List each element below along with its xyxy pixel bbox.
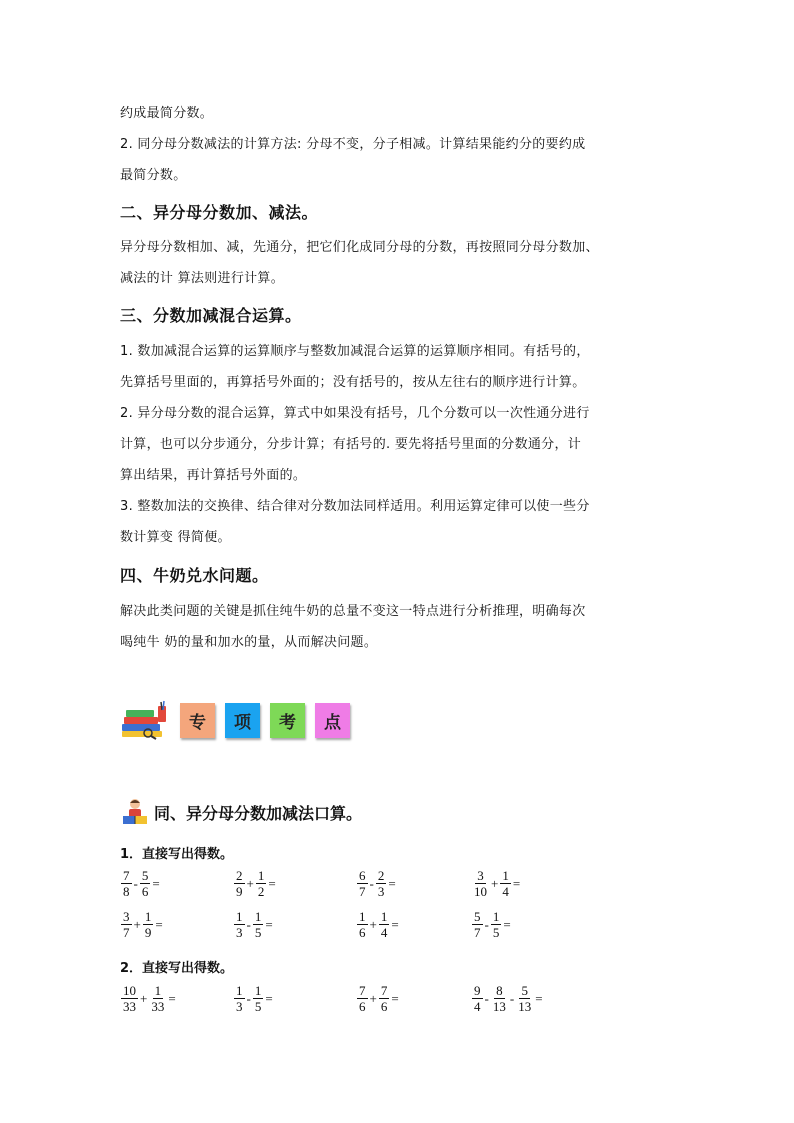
fraction — [234, 984, 245, 1013]
numerator: 1 — [502, 868, 509, 883]
student-reading-icon — [120, 797, 150, 827]
heading-section-3: 三、分数加减混合运算。 — [120, 306, 302, 325]
numerator: 5 — [474, 909, 481, 924]
heading-section-2: 二、异分母分数加、减法。 — [120, 203, 319, 222]
equals-sign: = — [268, 875, 276, 891]
text-line: 喝纯牛 奶的量和加水的量，从而解决问题。 — [120, 635, 378, 650]
text-line: 算出结果，再计算括号外面的。 — [120, 468, 307, 483]
section-4-paragraph — [120, 596, 680, 658]
equals-sign: = — [535, 990, 543, 1006]
text-line: 数计算变 得简便。 — [120, 530, 231, 545]
books-icon — [120, 700, 170, 740]
fraction-expression — [233, 984, 274, 1013]
denominator: 6 — [141, 884, 149, 899]
fraction — [500, 869, 511, 898]
section-3-paragraph — [120, 336, 680, 553]
equals-sign: = — [265, 916, 273, 932]
question-1-label: 1．直接写出得数。 — [120, 847, 234, 862]
denominator: 33 — [123, 999, 136, 1014]
fraction — [357, 910, 368, 939]
text-line: 约成最简分数。 — [120, 106, 214, 121]
text-line: 先算括号里面的，再算括号外面的；没有括号的，按从左往右的顺序进行计算。 — [120, 375, 586, 390]
operator: - — [509, 990, 515, 1006]
denominator: 7 — [474, 925, 481, 940]
denominator: 9 — [144, 925, 152, 940]
section-2-paragraph — [120, 232, 680, 294]
equals-sign: = — [391, 916, 399, 932]
fraction-expression — [471, 910, 512, 939]
numerator: 5 — [141, 868, 149, 883]
numerator: 2 — [236, 868, 243, 883]
tile-kao: 考 — [270, 703, 305, 738]
fraction — [143, 910, 154, 939]
operator: - — [369, 875, 374, 891]
fraction — [253, 984, 264, 1013]
numerator: 3 — [123, 909, 130, 924]
numerator: 7 — [380, 983, 388, 998]
numerator: 6 — [359, 868, 366, 883]
fraction-expression — [120, 869, 161, 898]
operator: - — [246, 916, 251, 932]
denominator: 4 — [502, 884, 509, 899]
fraction — [234, 910, 245, 939]
text-line: 异分母分数相加、减，先通分，把它们化成同分母的分数，再按照同分母分数加、 — [120, 240, 599, 255]
text-line: 3. 整数加法的交换律、结合律对分数加法同样适用。利用运算定律可以使一些分 — [120, 499, 590, 514]
fraction — [379, 910, 390, 939]
fraction — [256, 869, 267, 898]
denominator: 3 — [236, 999, 243, 1014]
equals-sign: = — [152, 875, 160, 891]
tile-dian: 点 — [315, 703, 350, 738]
tile-zhuan: 专 — [180, 703, 215, 738]
fraction — [234, 869, 245, 898]
denominator: 6 — [359, 925, 366, 940]
denominator: 6 — [359, 999, 366, 1014]
text-line: 2. 异分母分数的混合运算，算式中如果没有括号，几个分数可以一次性通分进行 — [120, 406, 590, 421]
fraction — [491, 910, 502, 939]
numerator: 1 — [492, 909, 500, 924]
numerator: 1 — [254, 909, 262, 924]
operator: + — [369, 990, 377, 1006]
section-title: 同、异分母分数加减法口算。 — [154, 803, 363, 823]
numerator: 1 — [144, 909, 152, 924]
text-line: 最简分数。 — [120, 168, 187, 183]
text-line: 计算，也可以分步通分，分步计算；有括号的. 要先将括号里面的分数通分，计 — [120, 437, 582, 452]
denominator: 33 — [151, 999, 165, 1014]
numerator: 1 — [254, 983, 262, 998]
fraction — [516, 984, 533, 1013]
fraction-expression — [233, 869, 277, 898]
operator: + — [246, 875, 254, 891]
denominator: 5 — [254, 925, 262, 940]
equals-sign: = — [391, 990, 399, 1006]
tile-xiang: 项 — [225, 703, 260, 738]
numerator: 10 — [123, 983, 136, 998]
denominator: 2 — [257, 884, 265, 899]
fraction — [121, 984, 138, 1013]
operator: - — [246, 990, 251, 1006]
fraction — [253, 910, 264, 939]
denominator: 7 — [359, 884, 366, 899]
fraction — [121, 910, 132, 939]
intro-paragraph — [120, 98, 680, 191]
equals-sign: = — [503, 916, 511, 932]
numerator: 1 — [359, 909, 366, 924]
numerator: 1 — [257, 868, 265, 883]
numerator: 7 — [123, 868, 130, 883]
heading-section-4: 四、牛奶兑水问题。 — [120, 566, 269, 585]
fraction-expression — [356, 910, 400, 939]
special-topics-banner — [120, 699, 350, 741]
denominator: 10 — [474, 884, 487, 899]
numerator: 7 — [359, 983, 366, 998]
equals-sign: = — [512, 875, 521, 891]
operator: + — [491, 875, 499, 891]
fraction — [357, 869, 368, 898]
numerator: 2 — [377, 868, 385, 883]
denominator: 5 — [492, 925, 500, 940]
operator: + — [133, 916, 141, 932]
fraction — [472, 910, 483, 939]
denominator: 7 — [123, 925, 130, 940]
denominator: 3 — [236, 925, 243, 940]
fraction-expression — [120, 984, 177, 1013]
fraction-expression — [356, 984, 400, 1013]
text-line: 2. 同分母分数减法的计算方法: 分母不变，分子相减。计算结果能约分的要约成 — [120, 137, 586, 152]
operator: + — [140, 990, 148, 1006]
text-line: 减法的计 算法则进行计算。 — [120, 271, 285, 286]
denominator: 8 — [123, 884, 130, 899]
fraction — [140, 869, 151, 898]
equals-sign: = — [155, 916, 163, 932]
text-line: 解决此类问题的关键是抓住纯牛奶的总量不变这一特点进行分析推理，明确每次 — [120, 604, 586, 619]
numerator: 5 — [521, 983, 528, 998]
denominator: 4 — [474, 999, 481, 1014]
section-heading — [120, 797, 362, 827]
denominator: 13 — [518, 999, 532, 1014]
fraction — [149, 984, 166, 1013]
denominator: 13 — [492, 999, 506, 1014]
question-2-label: 2．直接写出得数。 — [120, 961, 234, 976]
fraction — [121, 869, 132, 898]
fraction-expression — [471, 984, 544, 1013]
operator: - — [484, 916, 489, 932]
numerator: 1 — [236, 909, 243, 924]
numerator: 9 — [474, 983, 481, 998]
denominator: 3 — [377, 884, 385, 899]
numerator: 1 — [380, 909, 388, 924]
numerator: 3 — [477, 868, 484, 883]
fraction-expression — [120, 910, 164, 939]
fraction — [357, 984, 368, 1013]
equals-sign: = — [388, 875, 396, 891]
numerator: 8 — [496, 983, 503, 998]
denominator: 5 — [254, 999, 262, 1014]
fraction — [379, 984, 390, 1013]
fraction — [472, 869, 489, 898]
fraction — [491, 984, 508, 1013]
fraction-expression — [233, 910, 274, 939]
fraction-expression — [356, 869, 397, 898]
denominator: 4 — [380, 925, 388, 940]
fraction — [472, 984, 483, 1013]
operator: - — [133, 875, 138, 891]
equals-sign: = — [265, 990, 273, 1006]
numerator: 1 — [154, 983, 162, 998]
operator: - — [484, 990, 489, 1006]
fraction — [376, 869, 387, 898]
equals-sign: = — [168, 990, 176, 1006]
text-line: 1. 数加减混合运算的运算顺序与整数加减混合运算的运算顺序相同。有括号的， — [120, 344, 590, 359]
denominator: 9 — [236, 884, 243, 899]
denominator: 6 — [380, 999, 388, 1014]
operator: + — [369, 916, 377, 932]
numerator: 1 — [236, 983, 243, 998]
fraction-expression — [471, 869, 521, 898]
